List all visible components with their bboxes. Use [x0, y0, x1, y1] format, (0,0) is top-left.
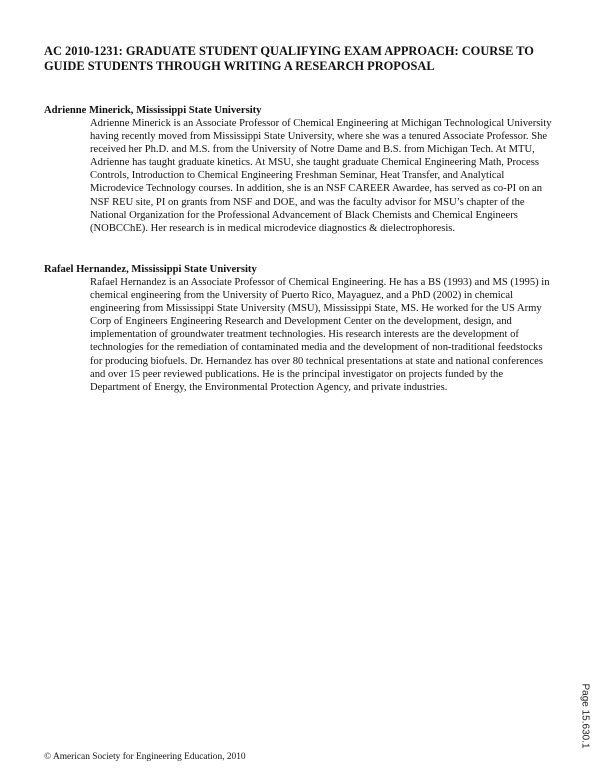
paper-title: AC 2010-1231: GRADUATE STUDENT QUALIFYING EXAM APPROACH: COURSE TO GUIDE STUDENTS THROUGH WRITING A RESEARCH PROPOSAL: [44, 44, 534, 73]
author-section: [44, 104, 554, 235]
author-name: Adrienne Minerick, Mississippi State University: [44, 105, 262, 116]
author-section: [44, 263, 554, 394]
author-bio: Rafael Hernandez is an Associate Professor of Chemical Engineering. He has a BS (1993) and MS (1995) in chemical engineering from the University of Puerto Rico, Mayaguez, and a PhD (2002) in chemical engineering from Mississippi State University (MSU), Mississippi State, MS. He worked for the US Army Corp of Engineers Engineering Research and Development Center on the development, design, and implementation of groundwater treatment technologies. His research interests are the development of technologies for the remediation of contaminated media and the development of non-traditional feedstocks for producing biofuels. Dr. Hernandez has over 80 technical presentations at state and national conferences and over 15 peer reviewed publications. He is the principal investigator on projects funded by the Department of Energy, the Environmental Protection Agency, and private industries.: [90, 277, 550, 393]
author-bio: Adrienne Minerick is an Associate Professor of Chemical Engineering at Michigan Technological University having recently moved from Mississippi State University, where she was a tenured Associate Professor. She received her Ph.D. and M.S. from the University of Notre Dame and B.S. from Michigan Tech. At MTU, Adrienne has taught graduate kinetics. At MSU, she taught graduate Chemical Engineering Math, Process Controls, Introduction to Chemical Engineering Freshman Seminar, Heat Transfer, and Analytical Microdevice Technology courses. In addition, she is an NSF CAREER Awardee, has served as co-PI on an NSF REU site, PI on grants from NSF and DOE, and was the faculty advisor for MSU’s chapter of the National Organization for the Professional Advancement of Black Chemists and Chemical Engineers (NOBCChE). Her research is in medical microdevice diagnostics & dielectrophoresis.: [90, 118, 552, 234]
page-number-stamp: Page 15.630.1: [579, 683, 591, 749]
copyright-footer: © American Society for Engineering Education, 2010: [44, 752, 246, 762]
author-name: Rafael Hernandez, Mississippi State University: [44, 264, 257, 275]
